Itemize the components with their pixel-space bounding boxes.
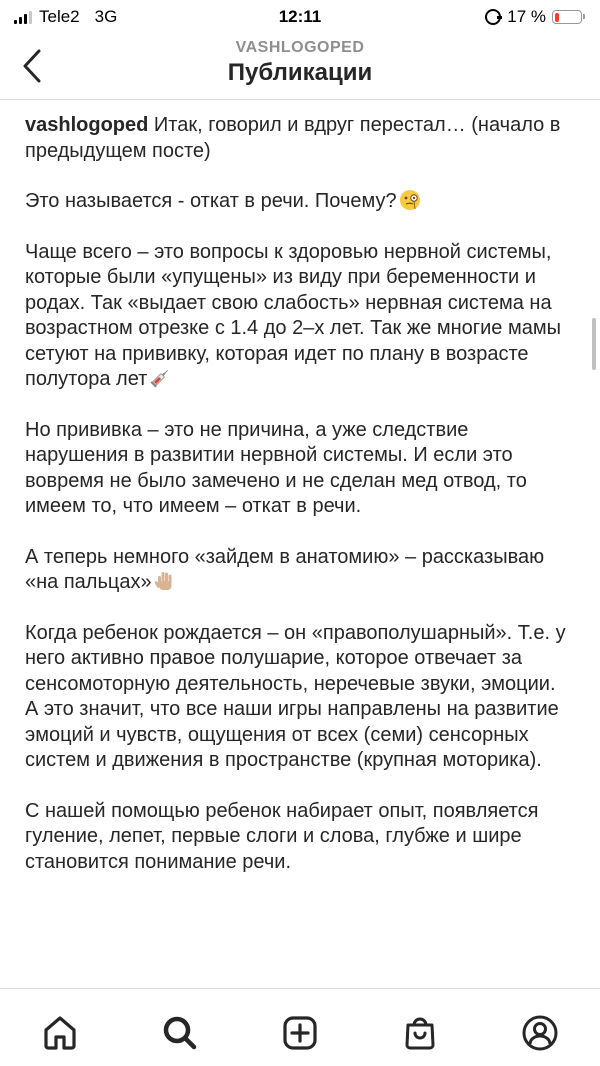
paragraph-text: Когда ребенок рождается – он «правополушарный». Т.е. у него активно правое полушарие, которое отвечает за сенсомоторную деятельность, неречевые звуки, эмоции. А это значит, что все наши игры направлены на развитие эмоций и чувств, ощущения от всех (семи) сенсорных систем и движения в пространстве (крупная моторика).	[25, 621, 566, 771]
tab-profile[interactable]	[518, 1011, 562, 1055]
tab-bar	[0, 988, 600, 1066]
new-post-icon	[280, 1013, 320, 1053]
network-type: 3G	[94, 7, 118, 26]
battery-fill	[555, 13, 559, 22]
status-left	[14, 7, 117, 27]
shop-icon	[400, 1013, 440, 1053]
syringe-icon	[149, 367, 171, 389]
search-icon	[160, 1013, 200, 1053]
scroll-indicator[interactable]	[592, 318, 596, 370]
page-title: Публикации	[227, 59, 373, 86]
profile-icon	[520, 1013, 560, 1053]
paragraph-text: А теперь немного «зайдем в анатомию» – рассказываю «на пальцах»	[25, 545, 545, 593]
raised-hand-icon	[154, 570, 176, 592]
header-username: VASHLOGOPED	[235, 39, 365, 56]
paragraph-text: Чаще всего – это вопросы к здоровью нервной системы, которые были «упущены» из виду при беременности и родах. Так «выдает свою слабость» нервная система на возрастном отрезке с 1.4 до 2–х лет. Так же многие мамы сетуют на прививку, которая идет по плану в возрасте полутора лет	[25, 240, 561, 390]
battery-icon	[552, 10, 582, 24]
tab-home[interactable]	[38, 1011, 82, 1055]
tab-shop[interactable]	[398, 1011, 442, 1055]
carrier-name: Tele2	[39, 7, 80, 26]
paragraph-text: С нашей помощью ребенок набирает опыт, появляется гуление, лепет, первые слоги и слова, глубже и шире становится понимание речи.	[25, 799, 539, 873]
tab-new-post[interactable]	[278, 1011, 322, 1055]
battery-percent: 17 %	[507, 7, 546, 26]
paragraph-text: Итак, говорил и вдруг перестал… (начало в предыдущем посте)	[25, 114, 561, 162]
header-titles	[0, 39, 600, 87]
caption-paragraph	[25, 113, 570, 164]
header	[0, 34, 600, 100]
monocle-face-icon	[399, 189, 421, 211]
status-bar	[0, 0, 600, 34]
status-right	[485, 7, 582, 27]
status-time: 12:11	[278, 7, 322, 26]
home-icon	[40, 1013, 80, 1053]
caption-paragraph	[25, 799, 570, 876]
tab-search[interactable]	[158, 1011, 202, 1055]
post-caption	[0, 100, 600, 988]
caption-paragraph	[25, 418, 570, 520]
paragraph-text: Но прививка – это не причина, а уже следствие нарушения в развитии нервной системы. И если это вовремя не было замечено и не сделан мед отвод, то имеем то, что имеем – откат в речи.	[25, 418, 527, 517]
caption-paragraph	[25, 189, 570, 215]
caption-paragraph	[25, 240, 570, 393]
caption-paragraph	[25, 545, 570, 596]
post-username[interactable]: vashlogoped	[25, 114, 149, 136]
paragraph-text: Это называется - откат в речи. Почему?	[25, 190, 397, 212]
caption-paragraph	[25, 621, 570, 774]
rotation-lock-icon	[485, 9, 501, 25]
signal-strength-icon	[14, 10, 32, 24]
